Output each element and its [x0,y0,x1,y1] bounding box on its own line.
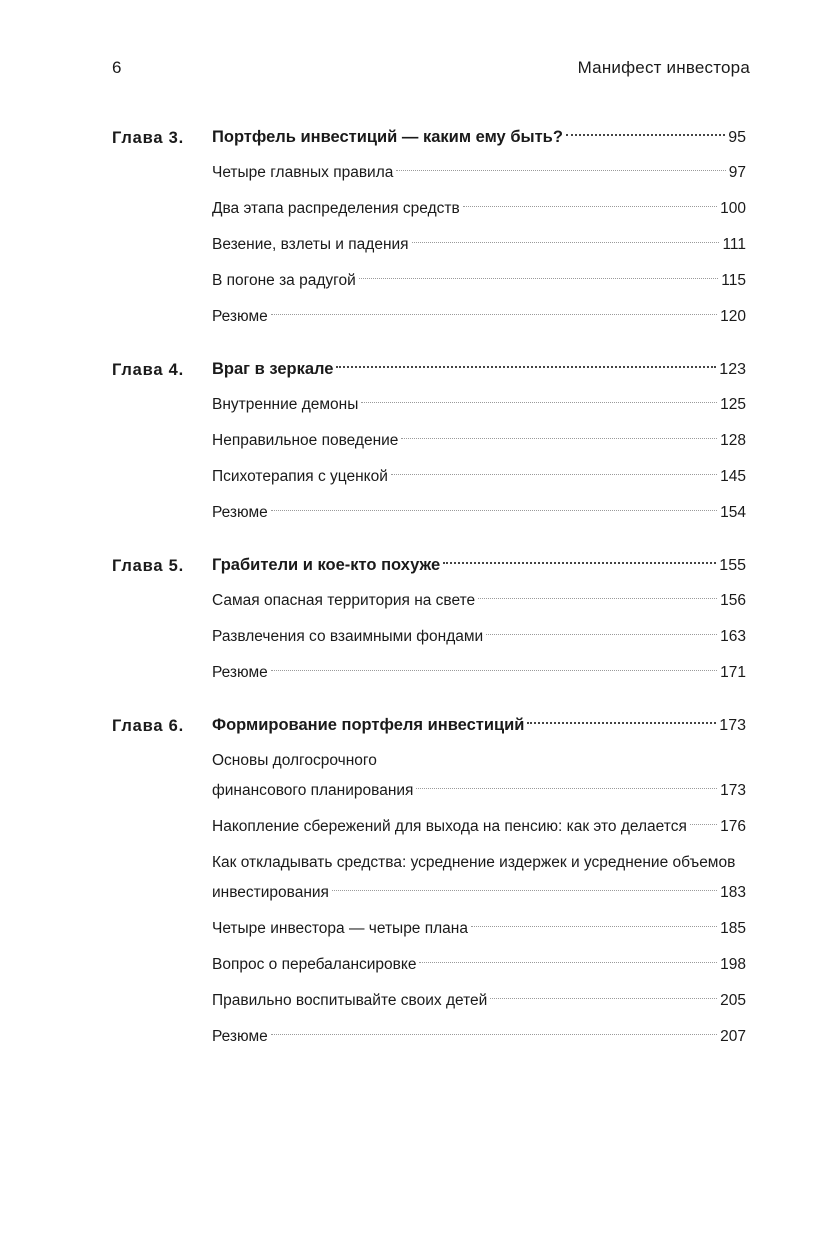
section-title: Четыре главных правила [212,164,394,181]
dot-leader [271,313,717,315]
dot-leader [463,205,717,207]
page-ref: 154 [720,504,746,521]
chapter-label: Глава 4. [112,361,185,379]
section-title: Правильно воспитывайте своих детей [212,992,488,1009]
section-title: Резюме [212,664,268,681]
toc-entry[interactable] [212,1022,746,1058]
page-ref: 205 [720,992,746,1009]
toc-entry[interactable] [212,230,746,266]
section-title: Два этапа распределения средств [212,200,460,217]
chapter-label: Глава 5. [112,557,185,575]
section-title: Резюме [212,504,268,521]
toc-entry[interactable] [212,986,746,1022]
toc-entry[interactable] [212,950,746,986]
dot-leader [271,1033,717,1035]
page-ref: 123 [719,361,746,378]
section-title: Везение, взлеты и падения [212,236,409,253]
page-ref: 115 [721,272,746,289]
section-title: Резюме [212,1028,268,1045]
toc-entry[interactable] [212,622,746,658]
section-title: Четыре инвестора — четыре плана [212,920,468,937]
toc-entry[interactable] [212,848,746,914]
page-number: 6 [112,58,122,77]
dot-leader [566,133,725,136]
toc-entry[interactable] [212,194,746,230]
dot-leader [412,241,720,243]
toc-entry[interactable] [212,498,746,534]
page-ref: 173 [719,717,746,734]
toc-entry[interactable] [212,746,746,812]
dot-leader [271,669,717,671]
running-header [0,58,833,84]
page-ref: 171 [720,664,746,681]
page-ref: 125 [720,396,746,413]
dot-leader [391,473,717,475]
dot-leader [361,401,717,403]
section-title: Психотерапия с уценкой [212,468,388,485]
chapter-block [0,710,833,1058]
dot-leader [336,365,716,368]
chapter-title: Грабители и кое-кто похуже [212,556,441,574]
section-title-line1: Основы долгосрочного [212,752,377,769]
page-ref: 111 [722,236,746,253]
dot-leader [471,925,717,927]
toc-entry[interactable] [212,158,746,194]
dot-leader [478,597,717,599]
page-ref: 97 [728,164,746,181]
section-title: Самая опасная территория на свете [212,592,476,609]
chapter-label: Глава 6. [112,717,185,735]
toc-entry[interactable] [212,658,746,694]
chapter-heading[interactable] [212,354,746,390]
chapter-title: Враг в зеркале [212,360,334,378]
section-title: Неправильное поведение [212,432,399,449]
page-ref: 185 [720,920,746,937]
dot-leader [396,169,725,171]
section-title: Внутренние демоны [212,396,359,413]
toc-entry[interactable] [212,462,746,498]
page-ref: 176 [720,818,746,835]
dot-leader [527,721,716,724]
chapter-heading[interactable] [212,122,746,158]
chapter-title: Портфель инвестиций — каким ему быть? [212,128,563,146]
page-ref: 120 [720,308,746,325]
section-title: Развлечения со взаимными фондами [212,628,484,645]
toc-entry[interactable] [212,914,746,950]
page-ref: 183 [720,884,746,901]
dot-leader [271,509,717,511]
dot-leader [359,277,719,279]
chapter-title: Формирование портфеля инвестиций [212,716,525,734]
toc-entry[interactable] [212,586,746,622]
section-title-line2: инвестирования [212,884,329,901]
dot-leader [401,437,717,439]
dot-leader [416,787,717,789]
chapter-block [0,354,833,534]
chapter-block [0,122,833,338]
page-ref: 198 [720,956,746,973]
book-title: Манифест инвестора [577,58,750,77]
dot-leader [486,633,717,635]
dot-leader [443,561,716,564]
toc-entry[interactable] [212,426,746,462]
chapter-label: Глава 3. [112,129,185,147]
dot-leader [490,997,717,999]
table-of-contents [0,122,833,1074]
section-title: В погоне за радугой [212,272,356,289]
page-ref: 156 [720,592,746,609]
section-title: Накопление сбережений для выхода на пенсию: как это делается [212,818,687,835]
toc-entry[interactable] [212,812,746,848]
chapter-heading[interactable] [212,550,746,586]
page-ref: 145 [720,468,746,485]
section-title-line2: финансового планирования [212,782,414,799]
section-title: Резюме [212,308,268,325]
page-ref: 100 [720,200,746,217]
chapter-heading[interactable] [212,710,746,746]
section-title-line1: Как откладывать средства: усреднение издержек и усреднение объемов [212,854,736,871]
dot-leader [332,889,717,891]
page-ref: 173 [720,782,746,799]
page-ref: 95 [728,129,746,146]
toc-entry[interactable] [212,390,746,426]
page-ref: 163 [720,628,746,645]
toc-entry[interactable] [212,266,746,302]
toc-entry[interactable] [212,302,746,338]
chapter-block [0,550,833,694]
page-ref: 207 [720,1028,746,1045]
page-ref: 128 [720,432,746,449]
page-ref: 155 [719,557,746,574]
section-title: Вопрос о перебалансировке [212,956,417,973]
dot-leader [419,961,717,963]
dot-leader [690,823,717,825]
